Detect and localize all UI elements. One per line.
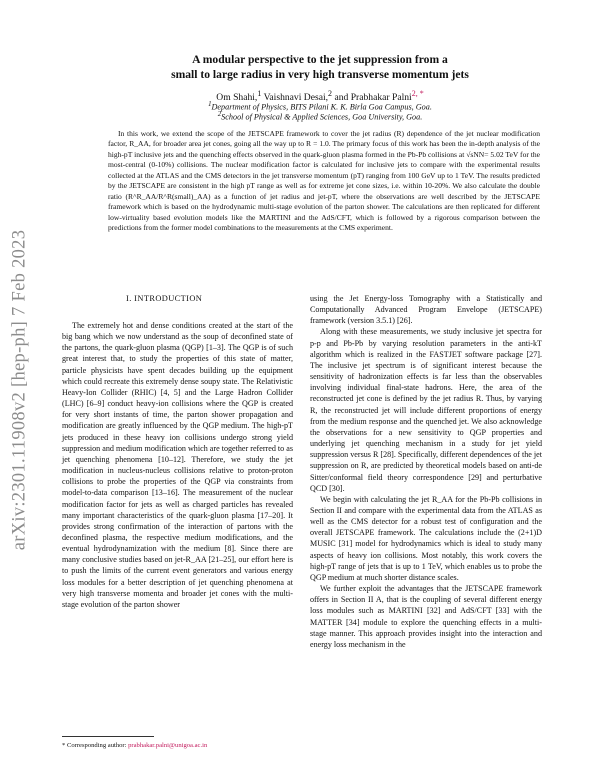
abstract: In this work, we extend the scope of the JETSCAPE framework to cover the jet radius (R) dependence of the jet nuclear modification factor, R_AA, for broader area jet cones, going all the way up to R = 1.0. The primary focus of this work has been the in-depth analysis of the high-pT inclusive jets and the quenching effects observed in the quark-gluon plasma formed in the Pb-Pb collisions at √sNN= 5.02 TeV for the most-central (0-10%) collisions. The nuclear modification factor is calculated for inclusive jets to compare with the experimental results collected at the ATLAS and the CMS detectors in the jet transverse momentum (pT) ranging from 100 GeV up to 1 TeV. The results predicted by the JETSCAPE are consistent in the high pT range as well as for extreme jet cone sizes, i.e. within 10-20%. We also calculate the double ratio (R^R_AA/R^R(small)_AA) as a function of jet radius and jet-pT, where the observations are well described by the JETSCAPE framework which is based on the hydrodynamic multi-stage evolution of the parton shower. The calculations are then replicated for different low-virtuality based evolution models like the MARTINI and the AdS/CFT, which is followed by a rigorous comparison between the predictions from the former model combinations to the measurements at the CMS experiment.	[108, 129, 540, 233]
intro-paragraph-4: We further exploit the advantages that the JETSCAPE framework offers in Section II A, that is the coupling of several different energy loss modules such as MARTINI [32] and AdS/CFT [33] with the MATTER [34] module to explore the quenching effects in a multi-stage manner. This approach provides insight into the interaction and energy loss mechanism in the	[310, 584, 542, 649]
footnote-label: * Corresponding author:	[62, 742, 127, 749]
corresponding-email-link[interactable]: prabhakar.palni@unigoa.ac.in	[128, 742, 208, 749]
intro-paragraph-2: Along with these measurements, we study inclusive jet spectra for p-p and Pb-Pb by varying resolution parameters in the anti-kT algorithm which is realized in the FASTJET software package [27]. The inclusive jet spectrum is of significant interest because the sensitivity of hadronization effects is far less than the observables involving individual final-state hadrons. Here, the area of the reconstructed jet cone is defined by the jet radius R. Thus, by varying R, the reconstructed jet will include different proportions of energy from the medium response and the quenched jet. We also acknowledge the observations for a new sensitivity to QGP properties and underlying jet quenching mechanism in a study for jet yield suppression versus R [28]. Specifically, different dependences of the jet suppression on R, are predicted by theoretical models based on anti-de Sitter/conformal field theory correspondence [29] and perturbative QCD [30].	[310, 327, 542, 493]
intro-right-column	[310, 293, 542, 650]
footnote-divider	[62, 736, 154, 737]
intro-paragraph-3: We begin with calculating the jet R_AA for the Pb-Pb collisions in Section II and compare with the experimental data from the ATLAS as well as the CMS detector for a robust test of configuration and the overall JETSCAPE framework. The calculations include the (2+1)D MUSIC [31] model for hydrodynamics which is ideal to study many aspects of heavy ion collisions. Most notably, this work covers the high-pT range of jets that is up to 1 TeV, which enables us to probe the QGP medium at much shorter distance scales.	[310, 494, 542, 582]
affiliation-1-text: Department of Physics, BITS Pilani K. K. Birla Goa Campus, Goa.	[211, 102, 432, 112]
author-2: Vaishnavi Desai,	[263, 92, 329, 104]
title-line-1: A modular perspective to the jet suppression from a	[192, 53, 448, 66]
intro-paragraph-1: The extremely hot and dense conditions created at the start of the big bang which we now understand as the soup of deconfined state of the partons, the quark-gluon plasma (QGP) [1–3]. The QGP is of such great interest that, to study the properties of this state of matter, particle physicists have spent decades building up the equipment which could recreate this extremely dense soupy state. The Relativistic Heavy-Ion Collider (RHIC) [4, 5] and the Large Hadron Collider (LHC) [6–9] conduct heavy-ion collisions where the QGP is created for very short instants of time, the parton shower propagation and modification are greatly influenced by the QGP medium. The high-pT jets produced in these heavy ion collisions undergo strong yield suppression and medium modification which are together referred to as jet quenching phenomena [10–12]. Therefore, we study the jet modification in nucleus-nucleus collisions relative to proton-proton collisions to probe the properties of the QGP via constraints from model-to-data comparison [13–16]. The measurement of the nuclear modification factor for jets as well as charged particles has revealed many important characteristics of the quark-gluon plasma [17–20]. It provides strong confirmation of the interaction of partons with the deconfined plasma, the respective medium modifications, and the eventual hydrodynamization with the medium [8]. Since there are many conclusive studies based on jet-R_AA [21–25], our effort here is to push the limits of the current event generators and various energy loss modules for a better description of jet quenching phenomena at very high transverse momenta and broader jet cones with the multi-stage evolution of the parton shower	[62, 321, 293, 609]
author-2-affil: 2	[328, 89, 333, 98]
author-3-affil[interactable]: 2, *	[411, 89, 424, 98]
affiliation-2-sup: 2	[217, 111, 222, 118]
section-heading-introduction: I. INTRODUCTION	[126, 294, 203, 303]
footnote	[62, 742, 207, 749]
affiliation-2-text: School of Physical & Applied Sciences, Goa University, Goa.	[221, 112, 423, 122]
affiliation-2	[80, 111, 560, 122]
intro-left-column	[62, 320, 293, 610]
author-1: Om Shahi,	[216, 92, 258, 104]
author-3: and Prabhakar Palni	[334, 92, 412, 104]
affiliation-1-sup: 1	[208, 101, 212, 108]
author-1-affil: 1	[257, 89, 262, 98]
arxiv-identifier-stamp	[6, 180, 34, 600]
title-line-2: small to large radius in very high transverse momentum jets	[171, 68, 469, 81]
paper-title	[110, 52, 530, 82]
arxiv-id-text: arXiv:2301.11908v2 [hep-ph] 7 Feb 2023	[9, 229, 30, 551]
intro-paragraph-continued: using the Jet Energy-loss Tomography with a Statistically and Computationally Advanced Program Envelope (JETSCAPE) framework (version 3.5.1) [26].	[310, 294, 542, 326]
